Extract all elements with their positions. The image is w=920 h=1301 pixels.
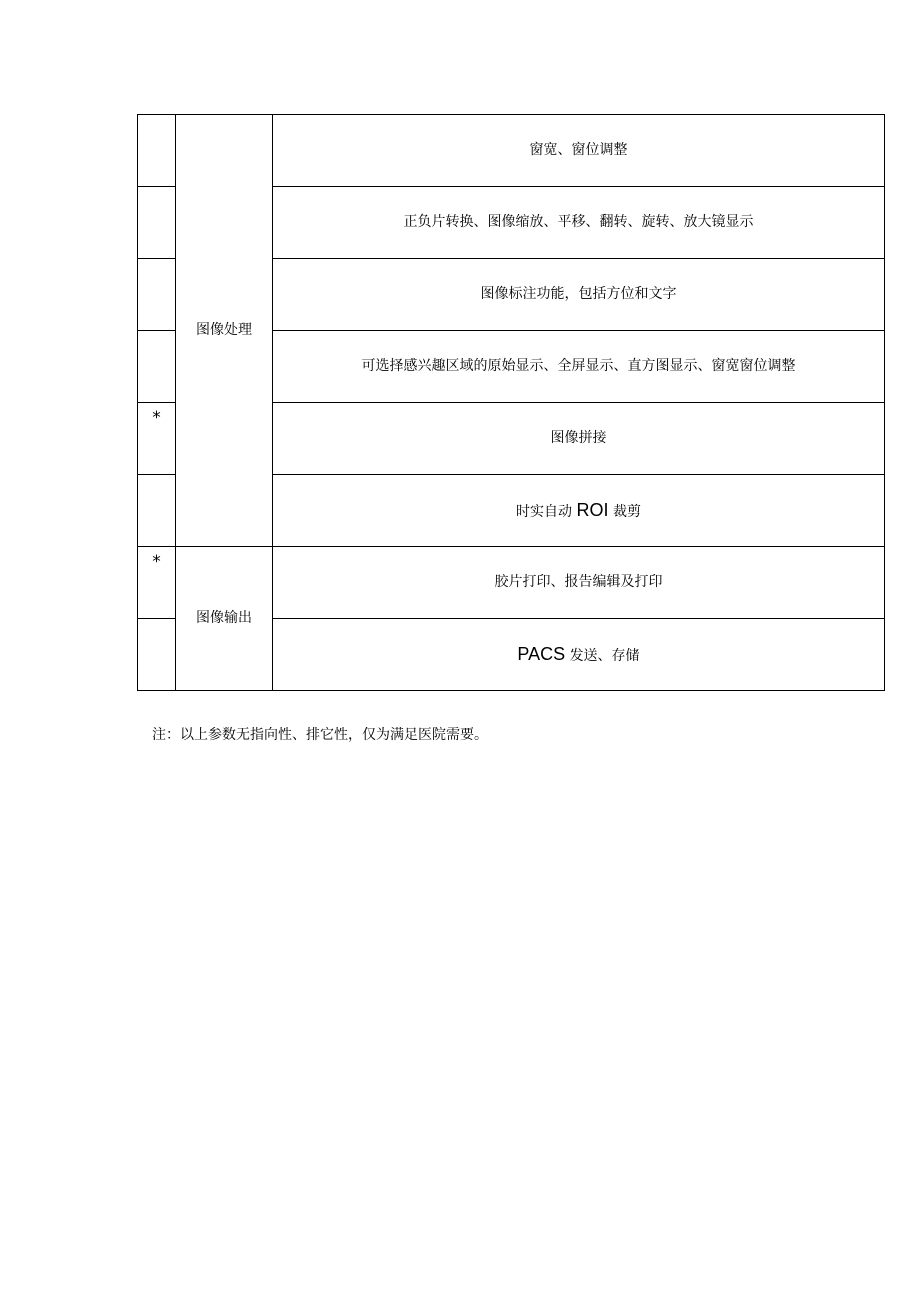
item-pacs-send — [273, 619, 885, 691]
item-pacs-suffix: 发送、存储 — [569, 647, 640, 664]
star-marker: * — [138, 547, 176, 619]
star-marker — [138, 331, 176, 403]
star-marker — [138, 115, 176, 187]
item-image-transform: 正负片转换、图像缩放、平移、翻转、旋转、放大镜显示 — [273, 187, 885, 259]
item-pacs-latin: PACS — [517, 643, 566, 664]
table-row — [138, 115, 885, 187]
item-roi-crop-latin: ROI — [576, 499, 609, 520]
category-image-output: 图像输出 — [176, 547, 273, 691]
footnote: 注：以上参数无指向性、排它性，仅为满足医院需要。 — [152, 727, 488, 743]
star-marker: * — [138, 403, 176, 475]
spec-table — [137, 114, 885, 691]
item-roi-crop-prefix: 时实自动 — [516, 503, 573, 520]
category-image-processing: 图像处理 — [176, 115, 273, 547]
star-marker — [138, 619, 176, 691]
star-marker — [138, 259, 176, 331]
star-marker — [138, 187, 176, 259]
item-image-annotation: 图像标注功能，包括方位和文字 — [273, 259, 885, 331]
item-roi-crop-suffix: 裁剪 — [612, 503, 641, 520]
item-film-print: 胶片打印、报告编辑及打印 — [273, 547, 885, 619]
item-image-stitching: 图像拼接 — [273, 403, 885, 475]
item-roi-crop — [273, 475, 885, 547]
item-roi-display: 可选择感兴趣区域的原始显示、全屏显示、直方图显示、窗宽窗位调整 — [273, 331, 885, 403]
table-row — [138, 547, 885, 619]
star-marker — [138, 475, 176, 547]
item-window-adjust: 窗宽、窗位调整 — [273, 115, 885, 187]
